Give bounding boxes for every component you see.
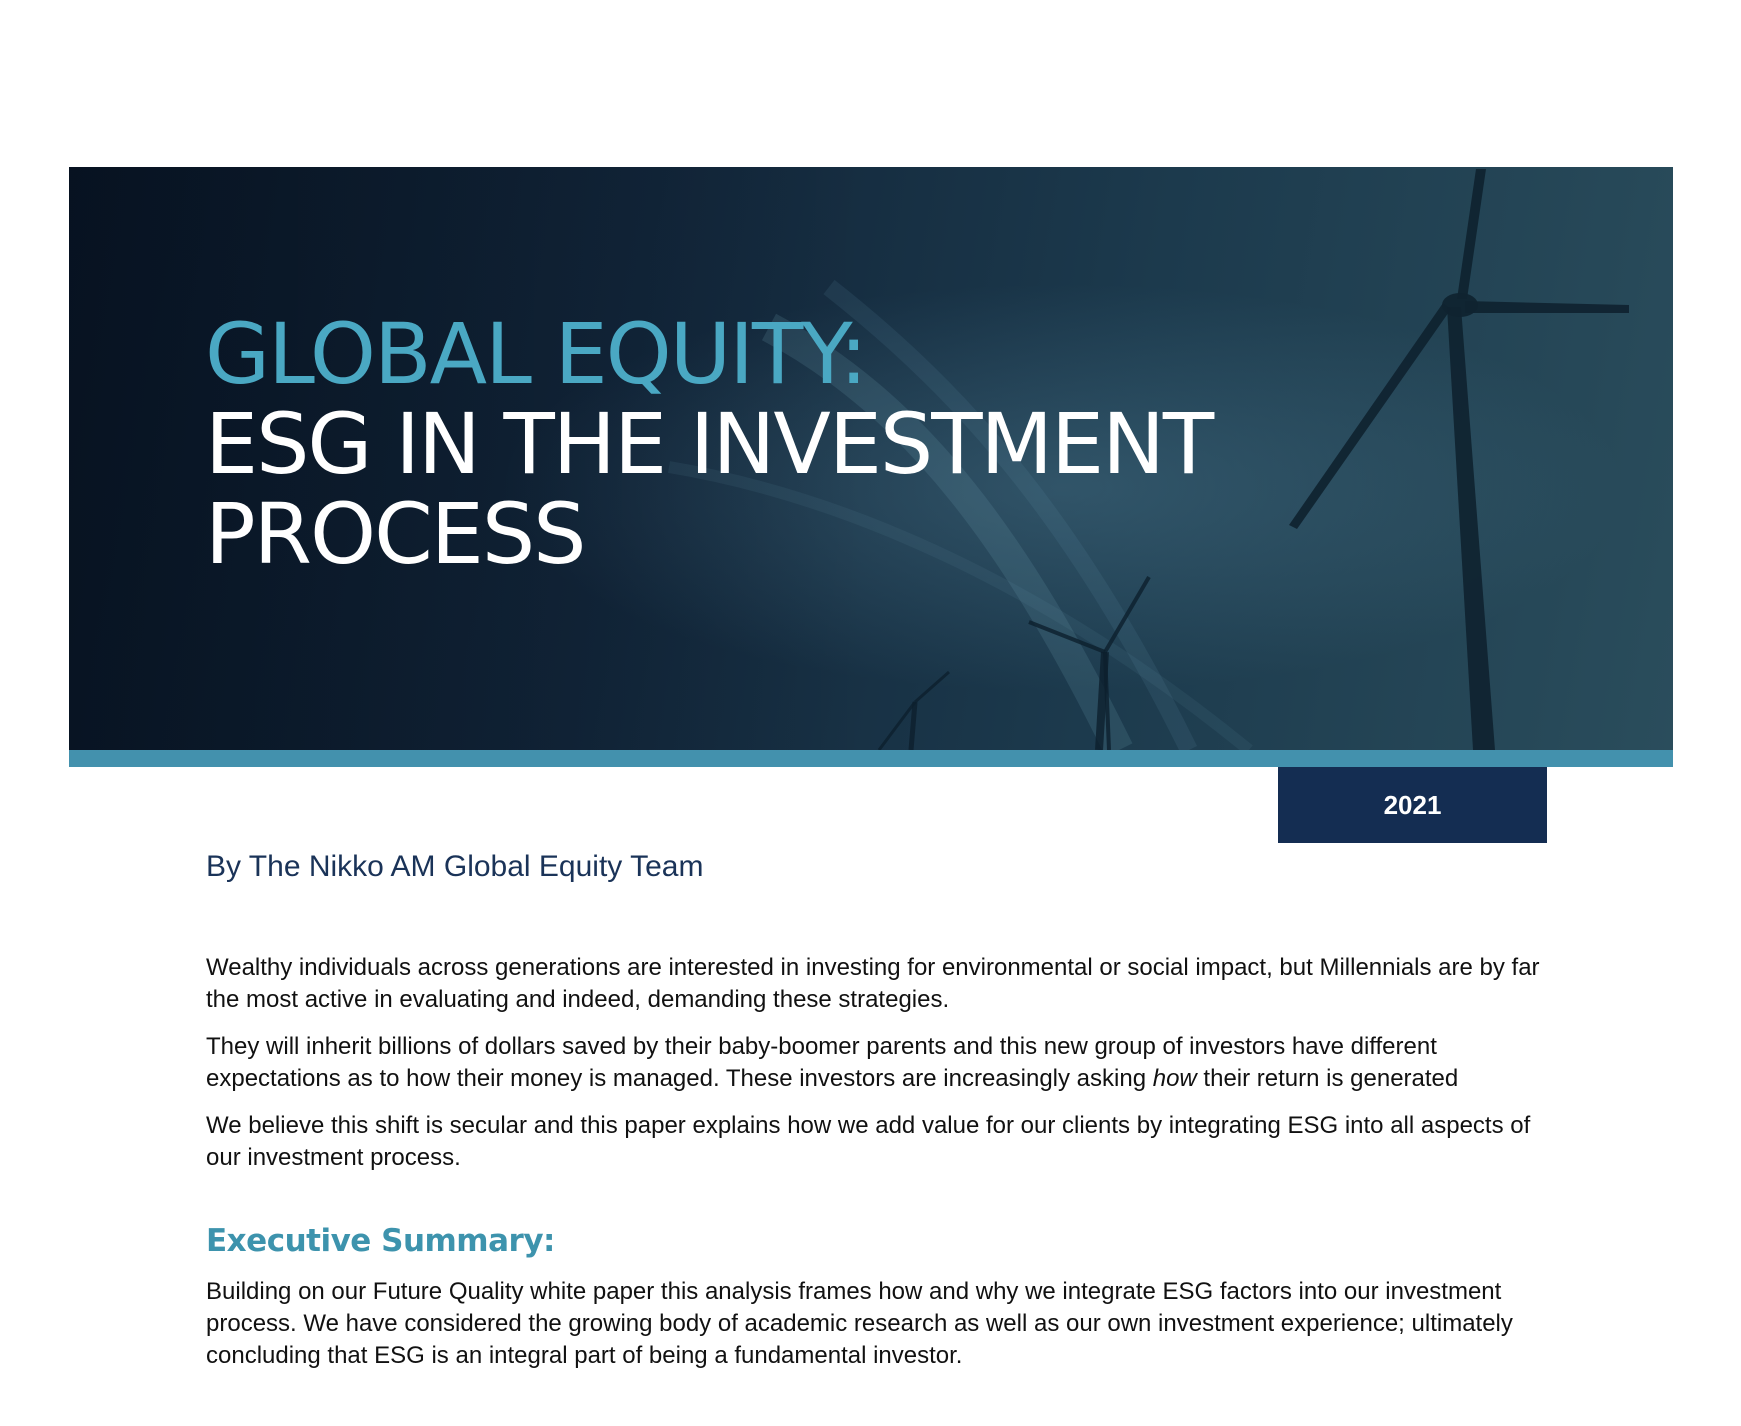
intro-paragraph-1: Wealthy individuals across generations are interested in investing for environmental or social impact, but Millennials are by far the most active in evaluating and indeed, demanding these strategies. — [206, 954, 1540, 1013]
executive-summary-heading: Executive Summary: — [206, 1223, 555, 1259]
document-body — [206, 952, 1566, 1387]
title-line-global-equity: GLOBAL EQUITY: — [205, 305, 866, 403]
intro-paragraph-3: We believe this shift is secular and this paper explains how we add value for our clients by integrating ESG into all aspects of our investment process. — [206, 1112, 1531, 1171]
executive-summary-paragraph: Building on our Future Quality white paper this analysis frames how and why we integrate ESG factors into our investment process. We have considered the growing body of academic research as well as our own investment experience; ultimately concluding that ESG is an integral part of being a fundamental investor. — [206, 1278, 1513, 1369]
title-line-esg: ESG IN THE INVESTMENT — [205, 395, 1213, 493]
intro-paragraph-2 — [206, 1031, 1566, 1095]
year-badge: 2021 — [1278, 767, 1547, 843]
intro-paragraph-2-start: They will inherit billions of dollars saved by their baby-boomer parents and this new group of investors have different expectations as to how their money is managed. These investors are increasingly asking — [206, 1033, 1437, 1092]
intro-paragraph-2-emphasis: how — [1152, 1065, 1197, 1092]
author-byline: By The Nikko AM Global Equity Team — [206, 850, 704, 883]
title-line-process: PROCESS — [205, 485, 585, 583]
hero-banner — [69, 167, 1673, 750]
document-title — [205, 305, 1213, 583]
accent-divider — [69, 750, 1673, 767]
intro-paragraph-2-end: their return is generated — [1196, 1065, 1459, 1092]
